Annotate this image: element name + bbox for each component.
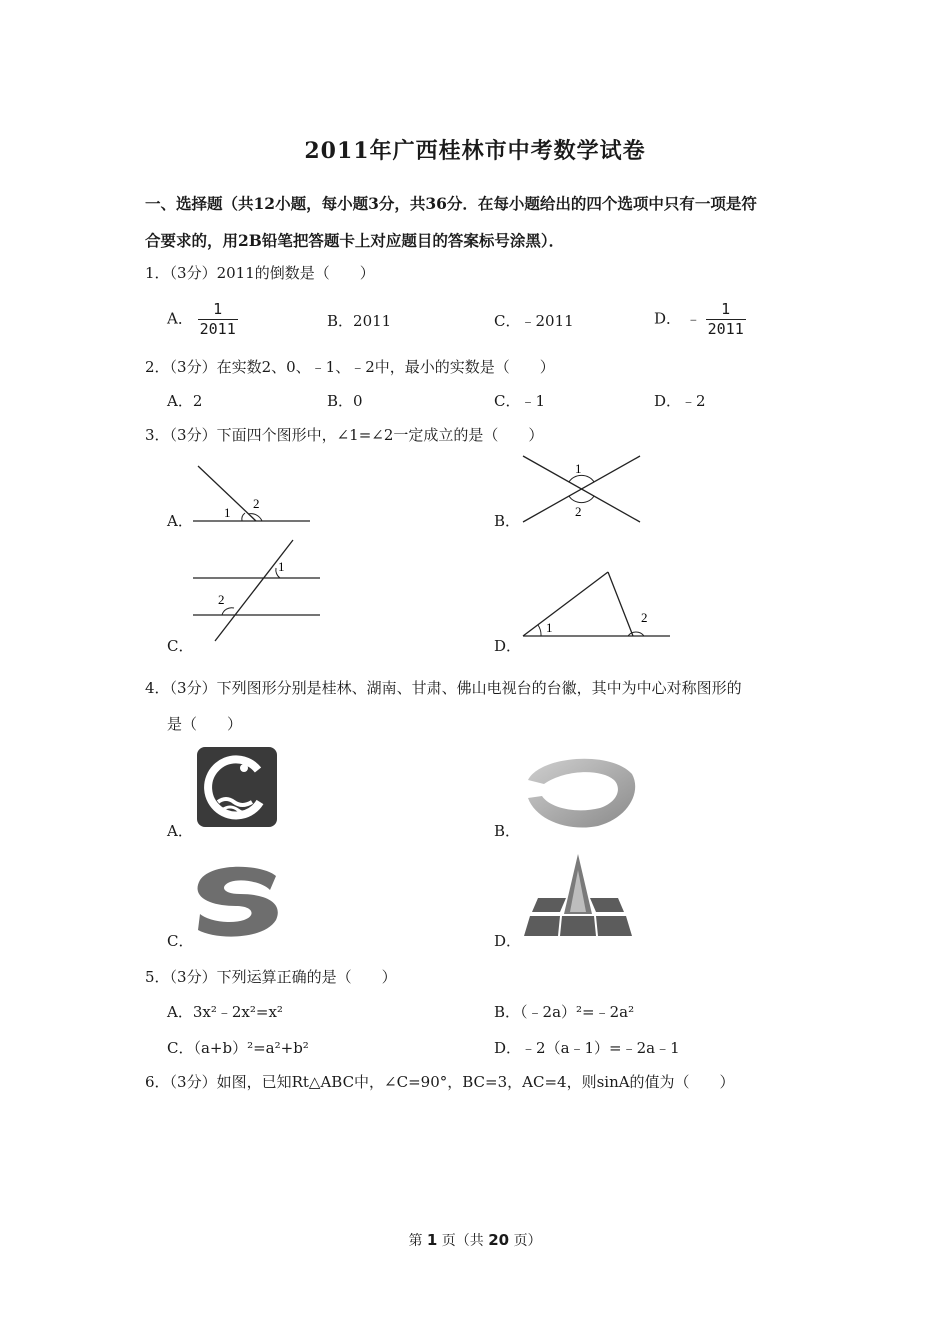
- footer-mid: 页（共: [441, 1233, 484, 1249]
- q4-logo-c-gansu: [192, 862, 282, 940]
- q3-option-a: A．: [167, 512, 193, 530]
- q1-option-a-numerator: 1: [198, 300, 238, 320]
- q5-option-b-expr: （﹣2a）²=﹣2a²: [520, 1003, 635, 1021]
- q5-option-d: [494, 1037, 680, 1058]
- q1-option-d-denominator: 2011: [707, 320, 744, 338]
- q4-option-b: B．: [494, 822, 521, 840]
- q5-option-a-expr: 3x²﹣2x²=x²: [192, 1003, 283, 1021]
- q1-option-d-fraction: [706, 300, 746, 339]
- q5-option-d-label: D．: [494, 1039, 522, 1057]
- q3-figure-a: [190, 462, 315, 527]
- q4-stem-line1: 4．（3分）下列图形分别是桂林、湖南、甘肃、佛山电视台的台徽，其中为中心对称图形的: [145, 679, 742, 697]
- q3-d-angle1: 1: [546, 620, 553, 635]
- q3-stem: 3．（3分）下面四个图形中，∠1=∠2一定成立的是（ ）: [145, 426, 544, 444]
- q1-option-a-denominator: 2011: [199, 320, 236, 338]
- q3-figure-b: [520, 452, 645, 527]
- footer-page-number: 1: [426, 1231, 438, 1249]
- q1-option-d-label: D．: [654, 309, 682, 328]
- q1-option-a: [167, 300, 238, 339]
- q4-option-a: A．: [167, 822, 193, 840]
- q3-option-c: C．: [167, 637, 194, 655]
- q3-d-angle2: 2: [641, 610, 648, 625]
- q1-option-b: B．2011: [327, 312, 392, 330]
- section-instruction-line2: 合要求的，用2B铅笔把答题卡上对应题目的答案标号涂黑）．: [145, 231, 565, 250]
- q4-logo-b-hunan: [520, 752, 640, 830]
- footer-suffix: 页）: [513, 1233, 542, 1249]
- q5-option-b: [494, 1001, 634, 1022]
- section-instruction-line1: 一、选择题（共12小题，每小题3分，共36分．在每小题给出的四个选项中只有一项是符: [145, 194, 757, 213]
- footer-total-pages: 20: [488, 1231, 510, 1249]
- q3-c-angle2: 2: [218, 592, 225, 607]
- q4-logo-a-guilin: [196, 746, 278, 828]
- q3-figure-d: [520, 568, 675, 643]
- q1-option-d-numerator: 1: [706, 300, 746, 320]
- q5-option-a: [167, 1001, 283, 1022]
- q2-option-d: D．﹣2: [654, 392, 706, 410]
- q3-b-angle1: 1: [575, 461, 582, 476]
- q3-figure-c: [190, 538, 325, 643]
- q4-option-d: D．: [494, 932, 522, 950]
- q1-option-c: C．﹣2011: [494, 312, 574, 330]
- q5-stem: 5．（3分）下列运算正确的是（ ）: [145, 968, 397, 986]
- q1-option-a-fraction: [198, 300, 238, 339]
- q5-option-c: [167, 1037, 309, 1058]
- q4-logo-d-foshan: [522, 852, 634, 940]
- q2-option-c: C．﹣1: [494, 392, 546, 410]
- q3-a-angle2: 2: [253, 496, 260, 511]
- q1-option-a-label: A．: [167, 309, 193, 328]
- page-title: 2011年广西桂林市中考数学试卷: [304, 138, 646, 164]
- q1-stem: 1．（3分）2011的倒数是（ ）: [145, 264, 375, 282]
- q3-c-angle1: 1: [278, 559, 285, 574]
- q3-b-angle2: 2: [575, 504, 582, 519]
- q3-option-d: D．: [494, 637, 522, 655]
- q4-option-c: C．: [167, 932, 194, 950]
- q6-stem: 6．（3分）如图，已知Rt△ABC中，∠C=90°，BC=3，AC=4，则sinA的值为（ ）: [145, 1073, 735, 1091]
- q5-option-a-label: A．: [167, 1003, 193, 1021]
- q2-stem: 2．（3分）在实数2、0、﹣1、﹣2中，最小的实数是（ ）: [145, 358, 555, 376]
- page-footer: [0, 1230, 950, 1250]
- q5-option-d-expr: ﹣2（a﹣1）=﹣2a﹣1: [521, 1039, 680, 1057]
- q1-option-d-sign: ﹣: [685, 309, 701, 328]
- q5-option-c-label: C．: [167, 1039, 194, 1057]
- q5-option-b-label: B．: [494, 1003, 521, 1021]
- q5-option-c-expr: （a+b）²=a²+b²: [193, 1039, 309, 1057]
- q4-stem-line2: 是（ ）: [167, 715, 243, 733]
- q1-option-d: [654, 300, 746, 339]
- q2-option-b: B．0: [327, 392, 363, 410]
- q3-a-angle1: 1: [224, 505, 231, 520]
- footer-prefix: 第: [408, 1233, 423, 1249]
- q3-option-b: B．: [494, 512, 521, 530]
- q2-option-a: A．2: [167, 392, 203, 410]
